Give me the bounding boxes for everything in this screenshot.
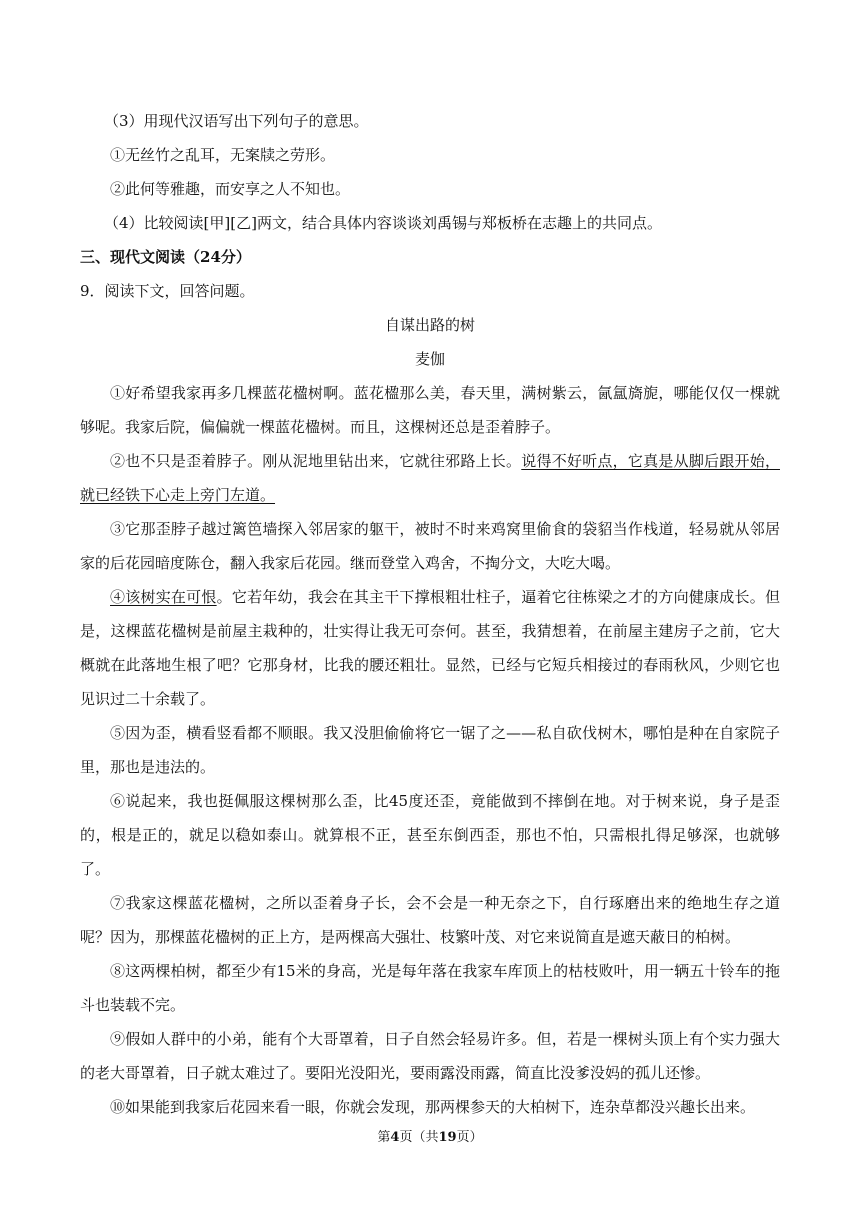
paragraph-8: ⑧这两棵柏树，都至少有15米的身高，光是每年落在我家车库顶上的枯枝败叶，用一辆五十铃车的拖斗也装载不完。 bbox=[80, 962, 780, 1014]
footer-page-number: 4 bbox=[390, 1130, 400, 1145]
footer-prefix: 第 bbox=[377, 1130, 391, 1145]
paragraph-2-text: ②也不只是歪着脖子。刚从泥地里钻出来，它就往邪路上长。 bbox=[110, 452, 522, 470]
paragraph-4 bbox=[80, 580, 780, 716]
article-title: 自谋出路的树 bbox=[384, 316, 475, 334]
paragraph-2-underlined: 说得不好听点，它真是从脚后跟开始，就已经铁下心走上旁门左道。 bbox=[80, 452, 780, 504]
paragraph-7: ⑦我家这棵蓝花楹树，之所以歪着身子长，会不会是一种无奈之下，自行琢磨出来的绝地生存之道呢？因为，那棵蓝花楹树的正上方，是两棵高大强壮、枝繁叶茂、对它来说简直是遮天蔽日的柏树。 bbox=[80, 894, 780, 946]
footer-middle: 页（共 bbox=[399, 1130, 439, 1145]
footer-suffix: 页） bbox=[456, 1130, 483, 1145]
q8-sentence-2: ②此何等雅趣，而安享之人不知也。 bbox=[110, 180, 351, 198]
q8-sub4-prompt: （4）比较阅读[甲][乙]两文，结合具体内容谈谈刘禹锡与郑板桥在志趣上的共同点。 bbox=[104, 214, 662, 232]
footer-total-pages: 19 bbox=[438, 1130, 457, 1145]
paragraph-2 bbox=[80, 444, 780, 512]
section-title-modern-reading: 三、现代文阅读（24分） bbox=[80, 248, 251, 266]
paragraph-9: ⑨假如人群中的小弟，能有个大哥罩着，日子自然会轻易许多。但，若是一棵树头顶上有个实力强大的老大哥罩着，日子就太难过了。要阳光没阳光，要雨露没雨露，简直比没爹没妈的孤儿还惨。 bbox=[80, 1030, 780, 1082]
page-content bbox=[80, 104, 780, 1124]
paragraph-3: ③它那歪脖子越过篱笆墙探入邻居家的躯干，被时不时来鸡窝里偷食的袋貂当作栈道，轻易就从邻居家的后花园暗度陈仓，翻入我家后花园。继而登堂入鸡舍，不掏分文，大吃大喝。 bbox=[80, 520, 780, 572]
page-footer bbox=[0, 1126, 860, 1145]
q8-sentence-1: ①无丝竹之乱耳，无案牍之劳形。 bbox=[110, 146, 336, 164]
q8-sub3-prompt: （3）用现代汉语写出下列句子的意思。 bbox=[104, 112, 369, 130]
paragraph-5: ⑤因为歪，横看竖看都不顺眼。我又没胆偷偷将它一锯了之——私自砍伐树木，哪怕是种在自家院子里，那也是违法的。 bbox=[80, 724, 780, 776]
paragraph-10: ⑩如果能到我家后花园来看一眼，你就会发现，那两棵参天的大柏树下，连杂草都没兴趣长出来。 bbox=[110, 1098, 756, 1116]
q9-prompt: 9．阅读下文，回答问题。 bbox=[80, 282, 255, 300]
paragraph-4-underlined: ④该树实在可恨 bbox=[110, 588, 217, 606]
paragraph-1: ①好希望我家再多几棵蓝花楹树啊。蓝花楹那么美，春天里，满树紫云，氤氲旖旎，哪能仅仅一棵就够呢。我家后院，偏偏就一棵蓝花楹树。而且，这棵树还总是歪着脖子。 bbox=[80, 384, 780, 436]
article-author: 麦伽 bbox=[414, 350, 445, 368]
paragraph-6: ⑥说起来，我也挺佩服这棵树那么歪，比45度还歪，竟能做到不摔倒在地。对于树来说，身子是歪的，根是正的，就足以稳如泰山。就算根不正，甚至东倒西歪，那也不怕，只需根扎得足够深，也就够了。 bbox=[80, 792, 780, 878]
paragraph-4-text: 。它若年幼，我会在其主干下撑根粗壮柱子，逼着它往栋梁之才的方向健康成长。但是，这棵蓝花楹树是前屋主栽种的，壮实得让我无可奈何。甚至，我猜想着，在前屋主建房子之前，它大概就在此落地生根了吧？它那身材，比我的腰还粗壮。显然，已经与它短兵相接过的春雨秋风，少则它也见识过二十余载了。 bbox=[80, 588, 780, 708]
